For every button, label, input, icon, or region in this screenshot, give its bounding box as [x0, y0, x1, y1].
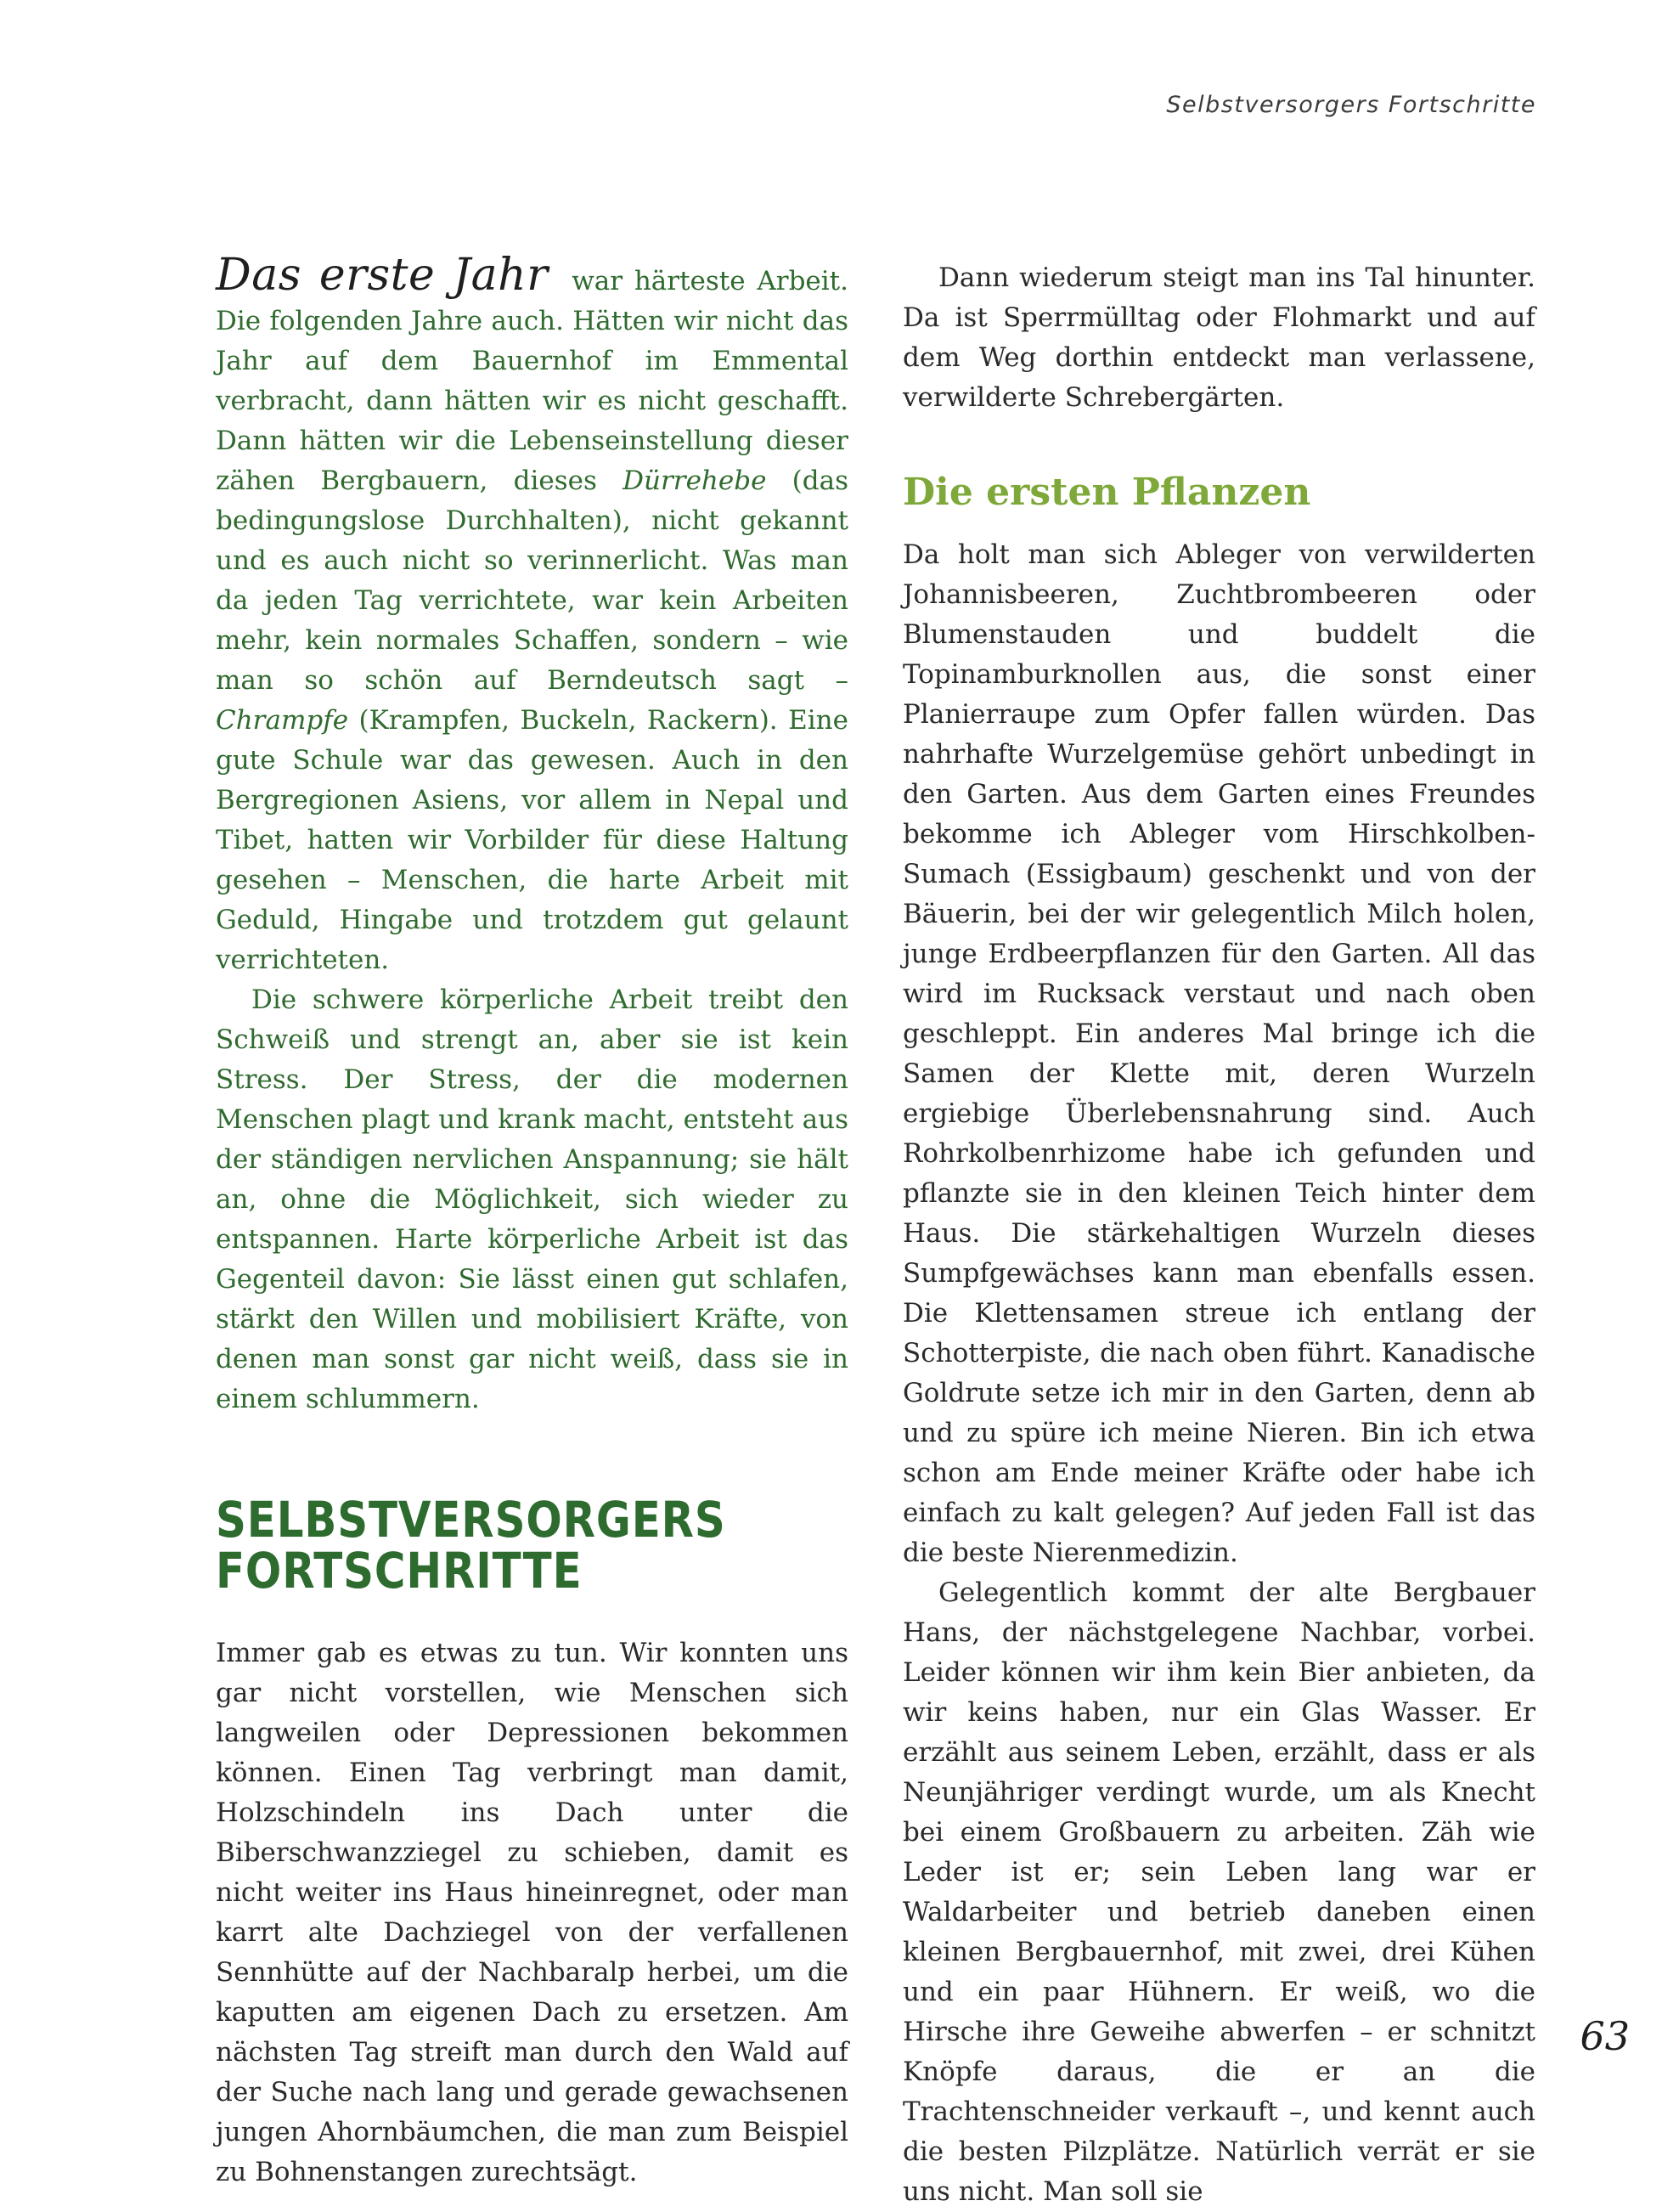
- intro-emphasis-2: Chrampfe: [216, 705, 349, 736]
- left-column: [216, 250, 848, 2192]
- subheading: Die ersten Pflanzen: [903, 471, 1311, 514]
- intro-text-a: war härteste Arbeit. Die folgenden Jahre auch. Hätten wir nicht das Jahr auf dem Bauernhof im Emmental verbracht, dann hätten wir es nicht geschafft. Dann hätten wir die Lebenseinstellung dieser zähen Bergbauern, dieses: [216, 266, 848, 496]
- section-paragraph-1: Immer gab es etwas zu tun. Wir konnten uns gar nicht vorstellen, wie Menschen sich langweilen oder Depressionen bekommen können. Einen Tag verbringt man damit, Holzschindeln ins Dach unter die Biberschwanzziegel zu schieben, damit es nicht weiter ins Haus hineinregnet, oder man karrt alte Dachziegel von der verfallenen Sennhütte auf der Nachbaralp herbei, um die kaputten am eigenen Dach zu ersetzen. Am nächsten Tag streift man durch den Wald auf der Suche nach lang und gerade gewachsenen jungen Ahornbäumchen, die man zum Beispiel zu Bohnenstangen zurechtsägt.: [216, 1638, 848, 2187]
- right-paragraph-3: Gelegentlich kommt der alte Bergbauer Hans, der nächstgelegene Nachbar, vorbei. Leider können wir ihm kein Bier anbieten, da wir keins haben, nur ein Glas Wasser. Er erzählt aus seinem Leben, erzählt, dass er als Neunjähriger verdingt wurde, um als Knecht bei einem Großbauern zu arbeiten. Zäh wie Leder ist er; sein Leben lang war er Waldarbeiter und betrieb daneben einen kleinen Bergbauernhof, mit zwei, drei Kühen und ein paar Hühnern. Er weiß, wo die Hirsche ihre Geweihe abwerfen – er schnitzt Knöpfe daraus, die er an die Trachtenschneider verkauft –, und kennt auch die besten Pilzplätze. Natürlich verrät er sie uns nicht. Man soll sie: [903, 1577, 1535, 2207]
- right-paragraph-1: Dann wiederum steigt man ins Tal hinunter. Da ist Sperrmülltag oder Flohmarkt und auf dem Weg dorthin entdeckt man verlassene, verwilderte Schrebergärten.: [903, 262, 1535, 413]
- page-number: 63: [1580, 2013, 1630, 2059]
- section-title-line-1: SELBSTVERSORGERS: [216, 1491, 726, 1549]
- intro-paragraph-2: Die schwere körperliche Arbeit treibt den Schweiß und strengt an, aber sie ist kein Stress. Der Stress, der die modernen Menschen plagt und krank macht, entsteht aus der ständigen nervlichen Anspannung; sie hält an, ohne die Möglichkeit, sich wieder zu entspannen. Harte körperliche Arbeit ist das Gegenteil davon: Sie lässt einen gut schlafen, stärkt den Willen und mobilisiert Kräfte, von denen man sonst gar nicht weiß, dass sie in einem schlummern.: [216, 985, 848, 1414]
- section-title: [216, 1491, 760, 1600]
- running-head: Selbstversorgers Fortschritte: [1166, 92, 1536, 118]
- script-lead-text: Das erste Jahr: [216, 250, 549, 301]
- intro-paragraph-1: [216, 250, 848, 980]
- right-paragraph-2: Da holt man sich Ableger von verwilderten Johannisbeeren, Zuchtbrombeeren oder Blumenstauden und buddelt die Topinamburknollen aus, die sonst einer Planierraupe zum Opfer fallen würden. Das nahrhafte Wurzelgemüse gehört unbedingt in den Garten. Aus dem Garten eines Freundes bekomme ich Ableger vom Hirschkolben-Sumach (Essigbaum) geschenkt und von der Bäuerin, bei der wir gelegentlich Milch holen, junge Erdbeerpflanzen für den Garten. All das wird im Rucksack verstaut und nach oben geschleppt. Ein anderes Mal bringe ich die Samen der Klette mit, deren Wurzeln ergiebige Überlebensnahrung sind. Auch Rohrkolbenrhizome habe ich gefunden und pflanzte sie in den kleinen Teich hinter dem Haus. Die stärkehaltigen Wurzeln dieses Sumpfgewächses kann man ebenfalls essen. Die Klettensamen streue ich entlang der Schotterpiste, die nach oben führt. Kanadische Goldrute setze ich mir in den Garten, denn ab und zu spüre ich meine Nieren. Bin ich etwa schon am Ende meiner Kräfte oder habe ich einfach zu kalt gelegen? Auf jeden Fall ist das die beste Nierenmedizin.: [903, 539, 1535, 1568]
- intro-text-b: (das bedingungslose Durchhalten), nicht gekannt und es auch nicht so verinnerlicht. Was man da jeden Tag verrichtete, war kein Arbeiten mehr, kein normales Schaffen, sondern – wie man so schön auf Berndeutsch sagt –: [216, 466, 848, 696]
- section-title-line-2: FORTSCHRITTE: [216, 1542, 583, 1600]
- right-column: [903, 258, 1535, 2212]
- intro-emphasis-1: Dürrehebe: [623, 466, 767, 496]
- intro-text-c: (Krampfen, Buckeln, Rackern). Eine gute Schule war das gewesen. Auch in den Bergregionen Asiens, vor allem in Nepal und Tibet, hatten wir Vorbilder für diese Haltung gesehen – Menschen, die harte Arbeit mit Geduld, Hingabe und trotzdem gut gelaunt verrichteten.: [216, 705, 848, 975]
